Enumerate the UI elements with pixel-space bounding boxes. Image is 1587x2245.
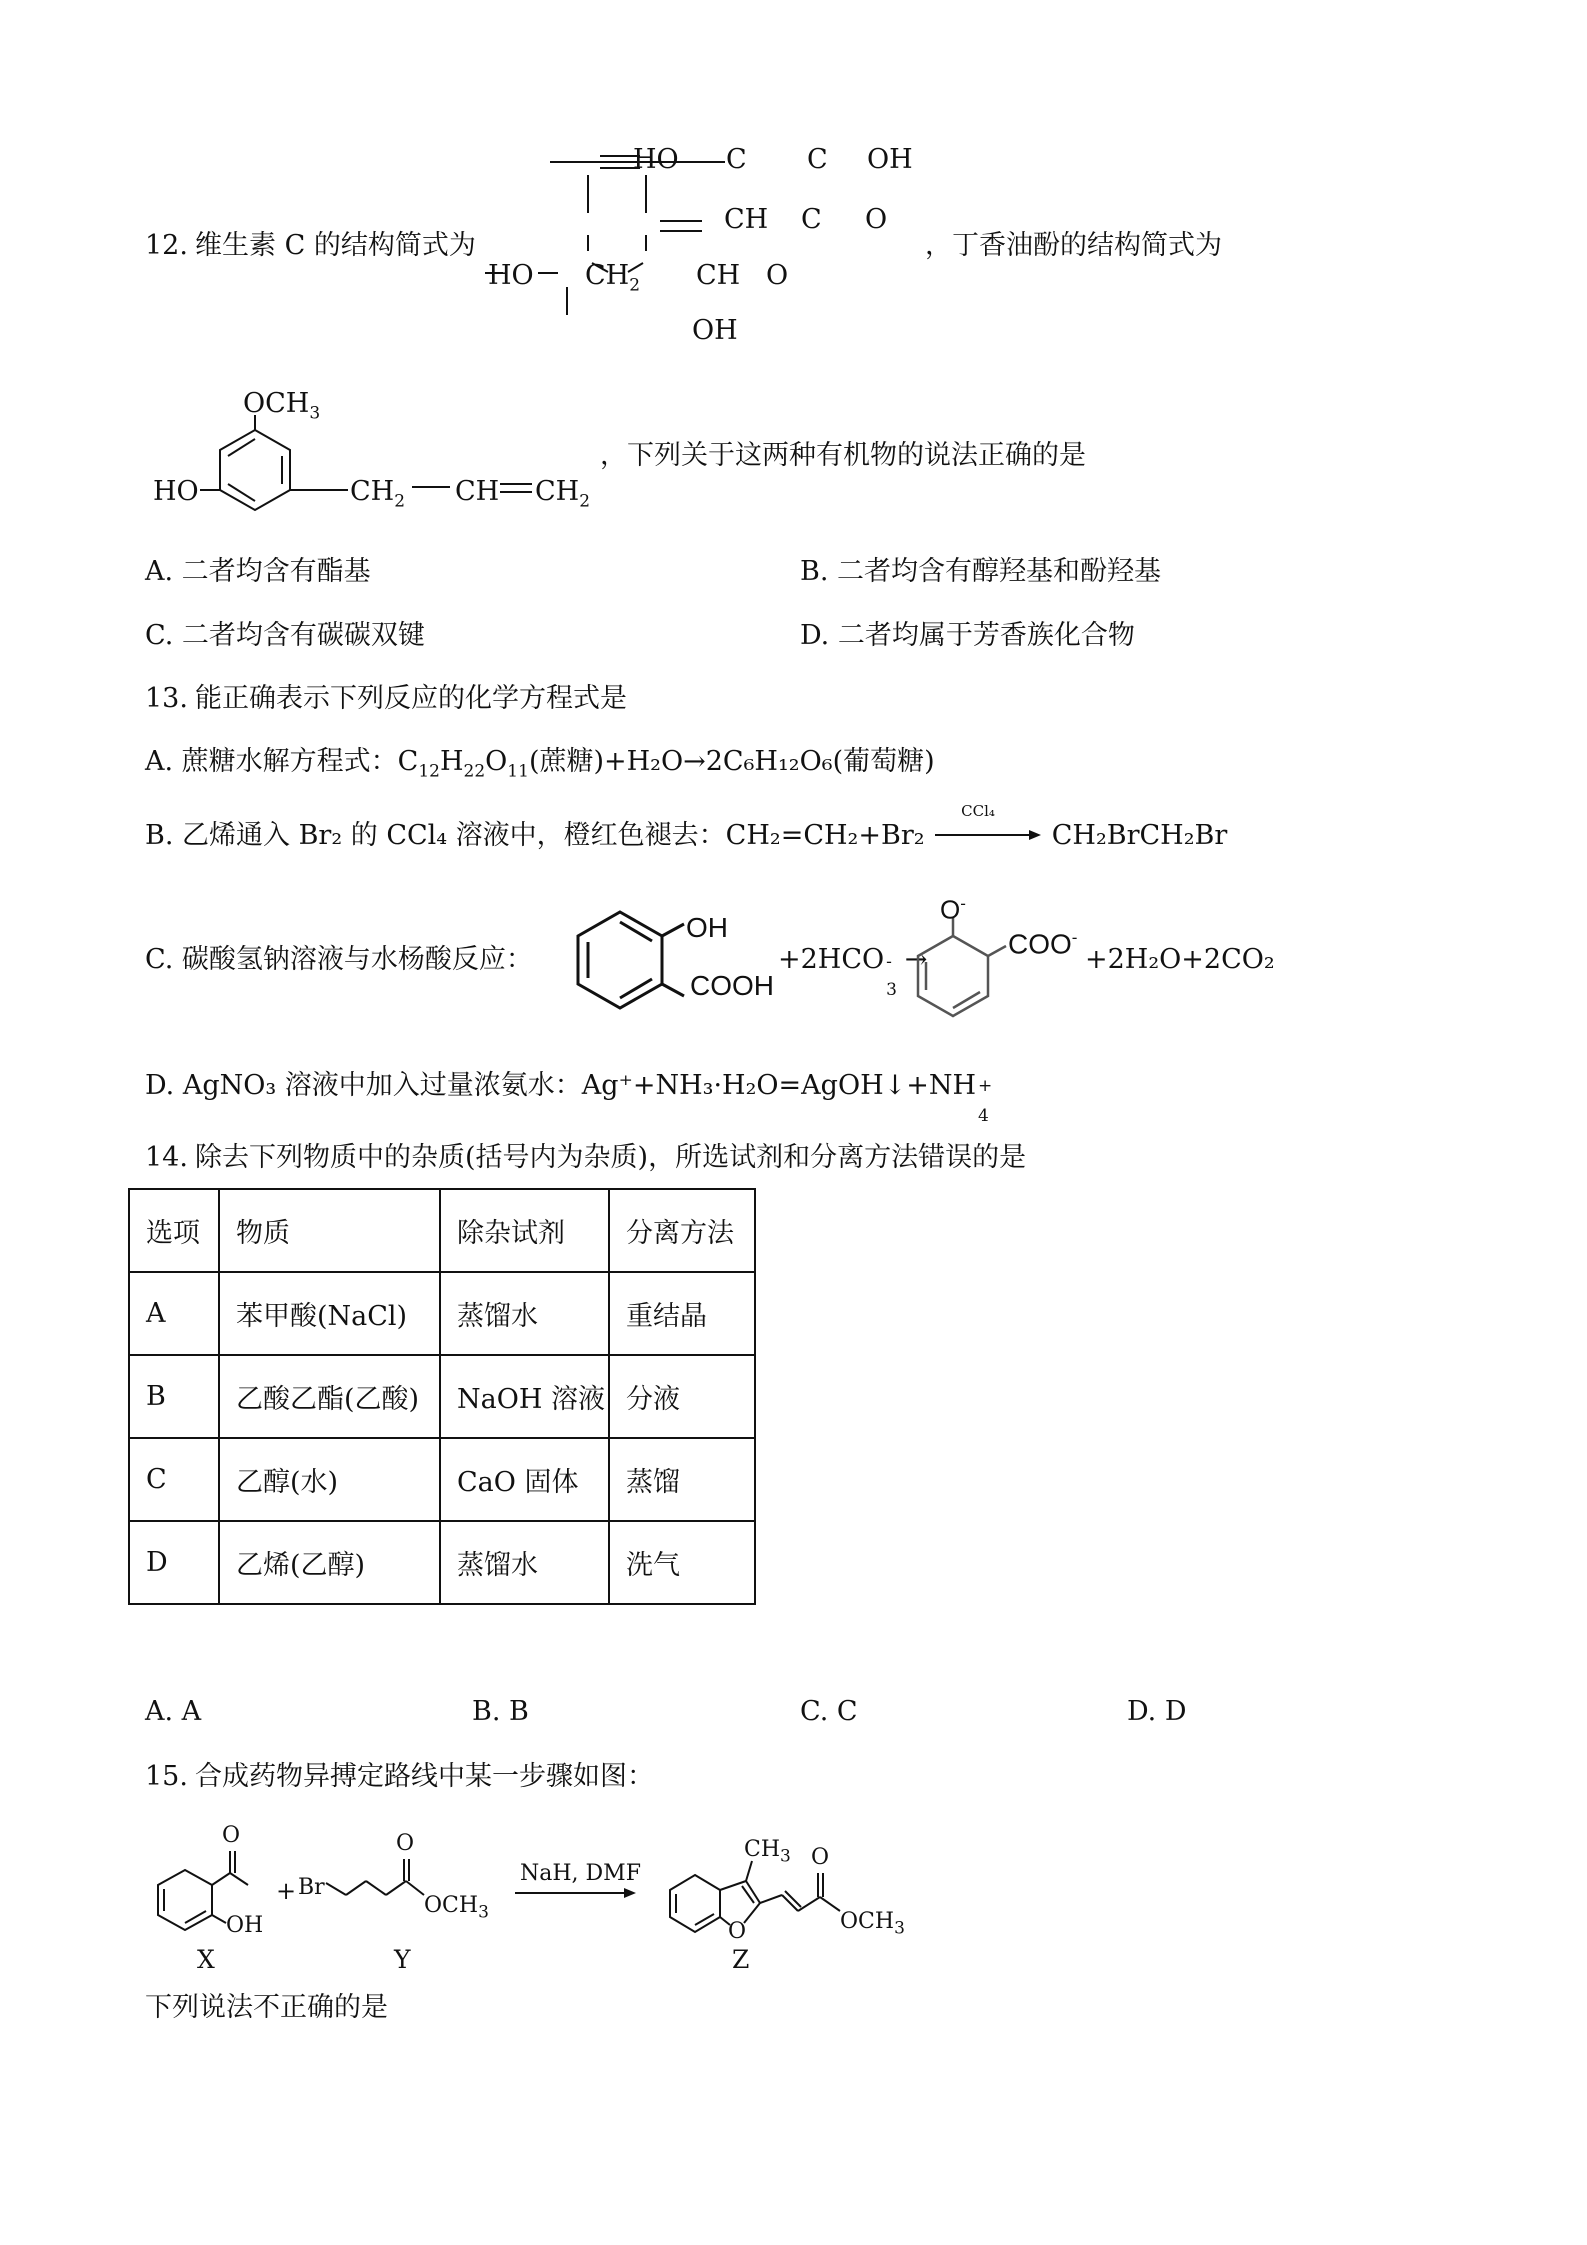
table-cell: 重结晶 xyxy=(609,1272,755,1355)
q14-option-c: C. C xyxy=(800,1696,858,1727)
table-cell: A xyxy=(129,1272,219,1355)
reaction-arrow-icon xyxy=(933,828,1043,842)
q12-option-a: A. 二者均含有酯基 xyxy=(145,556,371,587)
q13-option-a: A. 蔗糖水解方程式：$C_{12}H_{22}O_{11}$(蔗糖)+H₂O→2C₆H₁₂O₆(葡萄糖) xyxy=(145,746,935,782)
table-cell: 乙醇(水) xyxy=(219,1438,440,1521)
z-och3-sub: 3 xyxy=(894,1918,905,1939)
vc-ch-ring: CH xyxy=(724,204,769,235)
ccl4-condition: CCl₄ xyxy=(961,802,995,820)
eugenol-ch2b xyxy=(535,476,590,511)
header-cell: 分离方法 xyxy=(609,1189,755,1272)
salicylate-coo: COO xyxy=(1008,928,1072,960)
y-och3-text: OCH xyxy=(424,1893,479,1918)
table-cell: 分液 xyxy=(609,1355,755,1438)
impurity-table xyxy=(128,1188,756,1605)
vc-oh-right: OH xyxy=(867,144,913,175)
z-ch3-sub: 3 xyxy=(780,1846,791,1867)
eugenol-ch2a-text: CH xyxy=(350,476,395,507)
eugenol-ch2b-text: CH xyxy=(535,476,580,507)
table-cell: NaOH 溶液 xyxy=(440,1355,609,1438)
bicarbonate-text: +2HCO xyxy=(778,944,885,975)
q12-stem-b: ，丁香油酚的结构简式为 xyxy=(925,230,1222,261)
q14-option-b: B. B xyxy=(472,1696,529,1727)
q15-number: 15. xyxy=(145,1761,188,1792)
vc-ring-o: O xyxy=(766,260,789,291)
eugenol-ch2b-sub: 2 xyxy=(579,491,591,512)
q12-stem-c: ，下列关于这两种有机物的说法正确的是 xyxy=(600,440,1086,471)
bicarbonate-sub: 3 xyxy=(886,980,897,1000)
vc-ho-chain: HO xyxy=(488,260,534,291)
q15-tail: 下列说法不正确的是 xyxy=(145,1992,388,2023)
label-x: X xyxy=(197,1945,215,1974)
table-row xyxy=(129,1521,755,1604)
vc-ch2 xyxy=(585,260,640,295)
table-row xyxy=(129,1355,755,1438)
eugenol-ch2a xyxy=(350,476,405,511)
x-oh: OH xyxy=(226,1913,264,1938)
salicylic-oh: OH xyxy=(686,912,728,943)
table-cell: 蒸馏水 xyxy=(440,1521,609,1604)
vc-c3: C xyxy=(801,204,822,235)
q13-c-arrow: → xyxy=(904,944,928,975)
q13-b-product: CH₂BrCH₂Br xyxy=(1051,820,1228,851)
label-y: Y xyxy=(394,1945,411,1974)
table-cell: C xyxy=(129,1438,219,1521)
q12-option-c: C. 二者均含有碳碳双键 xyxy=(145,620,425,651)
eugenol-ho: HO xyxy=(153,476,199,507)
table-cell: 洗气 xyxy=(609,1521,755,1604)
header-cell: 物质 xyxy=(219,1189,440,1272)
vc-c2: C xyxy=(807,144,828,175)
table-cell: 蒸馏 xyxy=(609,1438,755,1521)
q13-a-prefix: A. 蔗糖水解方程式：C xyxy=(145,746,419,777)
table-cell: B xyxy=(129,1355,219,1438)
vc-ch-chain: CH xyxy=(696,260,741,291)
vc-ch2-sub: 2 xyxy=(629,275,641,296)
q14-option-d: D. D xyxy=(1127,1696,1187,1727)
q14-stem: 除去下列物质中的杂质(括号内为杂质)，所选试剂和分离方法错误的是 xyxy=(195,1142,1027,1173)
ammonium-sub: 4 xyxy=(978,1106,989,1126)
header-cell: 选项 xyxy=(129,1189,219,1272)
ammonium-charge: + xyxy=(978,1076,993,1096)
q12-option-d: D. 二者均属于芳香族化合物 xyxy=(800,620,1135,651)
q15-stem: 合成药物异搏定路线中某一步骤如图： xyxy=(195,1761,654,1792)
salicylate-o: O xyxy=(940,894,961,925)
vc-oh-bottom: OH xyxy=(692,315,738,346)
q13-option-d xyxy=(145,1070,993,1126)
q13-option-c-text: C. 碳酸氢钠溶液与水杨酸反应： xyxy=(145,944,533,975)
table-row xyxy=(129,1272,755,1355)
q13-d-text: D. AgNO₃ 溶液中加入过量浓氨水：Ag⁺+NH₃·H₂O=AgOH↓+NH xyxy=(145,1070,977,1101)
q12-option-b: B. 二者均含有醇羟基和酚羟基 xyxy=(800,556,1162,587)
z-ring-o: O xyxy=(728,1919,747,1944)
z-carbonyl-o: O xyxy=(811,1845,830,1870)
q13-number: 13. xyxy=(145,683,188,714)
eugenol-ch2a-sub: 2 xyxy=(394,491,406,512)
y-br: Br xyxy=(298,1875,325,1900)
eugenol-och3 xyxy=(243,388,320,423)
table-cell: D xyxy=(129,1521,219,1604)
q13-c-end: +2H₂O+2CO₂ xyxy=(1085,944,1275,975)
q14-option-a: A. A xyxy=(145,1696,202,1727)
vc-c1: C xyxy=(726,144,747,175)
q12-stem-a: 维生素 C 的结构简式为 xyxy=(195,230,476,261)
z-och3-text: OCH xyxy=(840,1909,895,1934)
y-och3 xyxy=(424,1893,489,1922)
table-header-row xyxy=(129,1189,755,1272)
eugenol-ch: CH xyxy=(455,476,500,507)
reagent-label: NaH, DMF xyxy=(520,1861,641,1886)
vc-carbonyl-o: O xyxy=(865,204,888,235)
z-ch3 xyxy=(744,1837,791,1866)
q13-option-b xyxy=(145,802,1228,851)
eugenol-och3-sub: 3 xyxy=(309,403,321,424)
z-ch3-text: CH xyxy=(744,1837,781,1862)
z-och3 xyxy=(840,1909,905,1938)
salicylate-o-minus xyxy=(940,894,966,926)
vc-ho-left: HO xyxy=(633,144,679,175)
eugenol-och3-text: OCH xyxy=(243,388,310,419)
table-cell: 苯甲酸(NaCl) xyxy=(219,1272,440,1355)
salicylate-coo-charge: - xyxy=(1071,928,1078,947)
x-carbonyl-o: O xyxy=(222,1823,241,1848)
y-och3-sub: 3 xyxy=(478,1902,489,1923)
header-cell: 除杂试剂 xyxy=(440,1189,609,1272)
table-cell: CaO 固体 xyxy=(440,1438,609,1521)
ccl4-arrow xyxy=(933,802,1043,844)
table-cell: 乙酸乙酯(乙酸) xyxy=(219,1355,440,1438)
vitamin-c-labels xyxy=(470,135,920,350)
bicarbonate-charge: - xyxy=(886,952,892,972)
eugenol-labels xyxy=(150,380,600,530)
q12-number: 12. xyxy=(145,230,188,261)
label-z: Z xyxy=(732,1945,750,1974)
q13-stem: 能正确表示下列反应的化学方程式是 xyxy=(195,683,627,714)
scheme-labels xyxy=(140,1815,940,1975)
y-carbonyl-o: O xyxy=(396,1831,415,1856)
salicylic-acid-structure xyxy=(560,900,800,1020)
table-cell: 乙烯(乙醇) xyxy=(219,1521,440,1604)
table-row xyxy=(129,1438,755,1521)
vc-ch2-text: CH xyxy=(585,260,630,291)
plus-sign: + xyxy=(276,1877,297,1905)
salicylate-coo-minus xyxy=(1008,928,1077,960)
salicylate-o-charge: - xyxy=(960,894,966,913)
table-cell: 蒸馏水 xyxy=(440,1272,609,1355)
q13-b-prefix: B. 乙烯通入 Br₂ 的 CCl₄ 溶液中，橙红色褪去：CH₂=CH₂+Br₂ xyxy=(145,820,925,851)
q14-number: 14. xyxy=(145,1142,188,1173)
bicarbonate-term xyxy=(778,944,928,1000)
salicylic-cooh: COOH xyxy=(690,970,774,1001)
q13-a-rest: (蔗糖)+H₂O→2C₆H₁₂O₆(葡萄糖) xyxy=(528,746,935,777)
